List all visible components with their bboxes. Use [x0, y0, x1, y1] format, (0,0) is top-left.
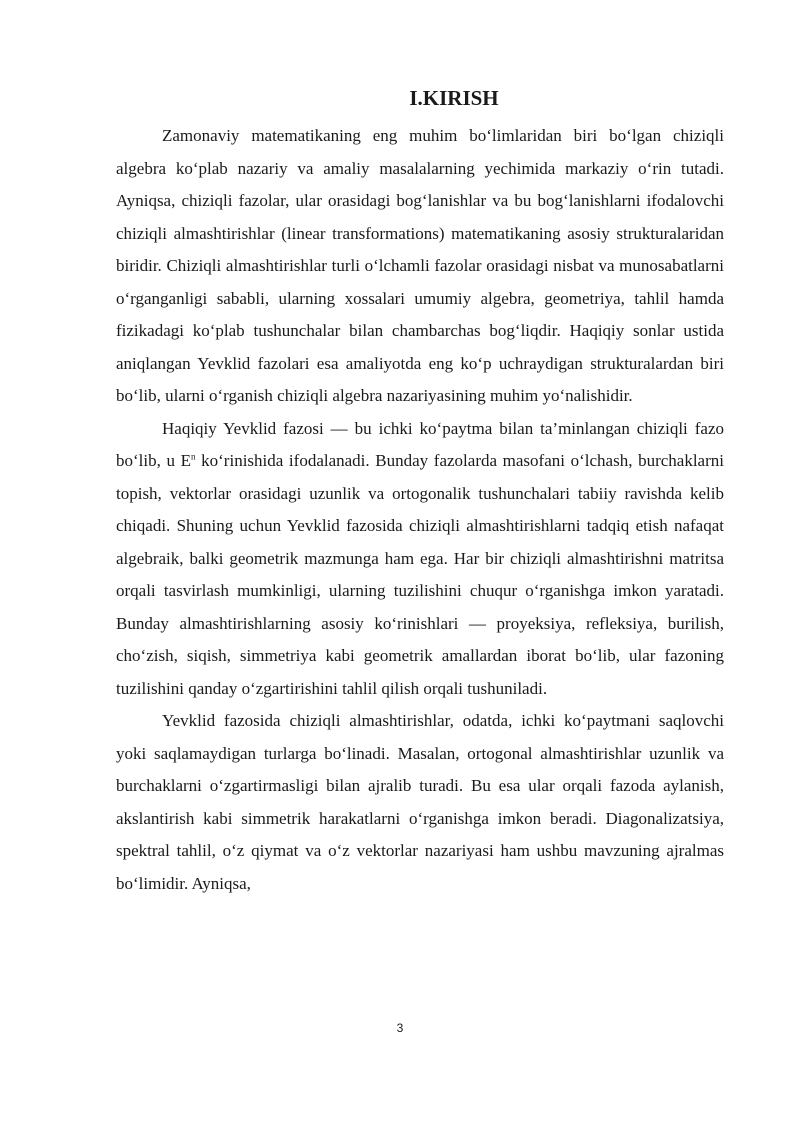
section-heading: I.KIRISH — [409, 86, 499, 110]
page-number: 3 — [396, 1021, 404, 1035]
paragraph-text-before: Haqiqiy Yevklid fazosi — bu ichki ko‘paytma bilan ta’minlangan chiziqli fazo bo‘lib, u E — [116, 418, 724, 470]
superscript-n: n — [191, 451, 196, 462]
body-text — [116, 120, 724, 900]
paragraph-intro: Zamonaviy matematikaning eng muhim bo‘limlaridan biri bo‘lgan chiziqli algebra ko‘plab nazariy va amaliy masalalarning yechimida markaziy o‘rin tutadi. Ayniqsa, chiziqli fazolar, ular orasidagi bog‘lanishlar va bu bog‘lanishlarni ifodalovchi chiziqli almashtirishlar (linear transformations) matematikaning asosiy strukturalaridan biridir. Chiziqli almashtirishlar turli o‘lchamli fazolar orasidagi nisbat va munosabatlarni o‘rganganligi sababli, ularning xossalari umumiy algebra, geometriya, tahlil hamda fizikadagi ko‘plab tushunchalar bilan chambarchas bog‘liqdir. Haqiqiy sonlar ustida aniqlangan Yevklid fazolari esa amaliyotda eng ko‘p uchraydigan strukturalardan biri bo‘lib, ularni o‘rganish chiziqli algebra nazariyasining muhim yo‘nalishidir. — [116, 126, 724, 405]
paragraph-text-after: ko‘rinishida ifodalanadi. Bunday fazolarda masofani o‘lchash, burchaklarni topish, vektorlar orasidagi uzunlik va ortogonalik tushunchalari tabiiy ravishda kelib chiqadi. Shuning uchun Yevklid fazosida chiziqli almashtirishlarni tadqiq etish nafaqat algebraik, balki geometrik mazmunga ham ega. Har bir chiziqli almashtirishni matritsa orqali tasvirlash mumkinligi, ularning tuzilishini chuqur o‘rganishga imkon yaratadi. Bunday almashtirishlarning asosiy ko‘rinishlari — proyeksiya, refleksiya, burilish, cho‘zish, siqish, simmetriya kabi geometrik amallardan iborat bo‘lib, ular fazoning tuzilishini qanday o‘zgartirishini tahlil qilish orqali tushuniladi. — [116, 451, 724, 698]
paragraph-euclidean-space — [116, 413, 724, 706]
paragraph-transformations: Yevklid fazosida chiziqli almashtirishlar, odatda, ichki ko‘paytmani saqlovchi yoki saqlamaydigan turlarga bo‘linadi. Masalan, ortogonal almashtirishlar uzunlik va burchaklarni o‘zgartirmasligi bilan ajralib turadi. Bu esa ular orqali fazoda aylanish, akslantirish kabi simmetrik harakatlarni o‘rganishga imkon beradi. Diagonalizatsiya, spektral tahlil, o‘z qiymat va o‘z vektorlar nazariyasi ham ushbu mavzuning ajralmas bo‘limidir. Ayniqsa, — [116, 711, 724, 893]
